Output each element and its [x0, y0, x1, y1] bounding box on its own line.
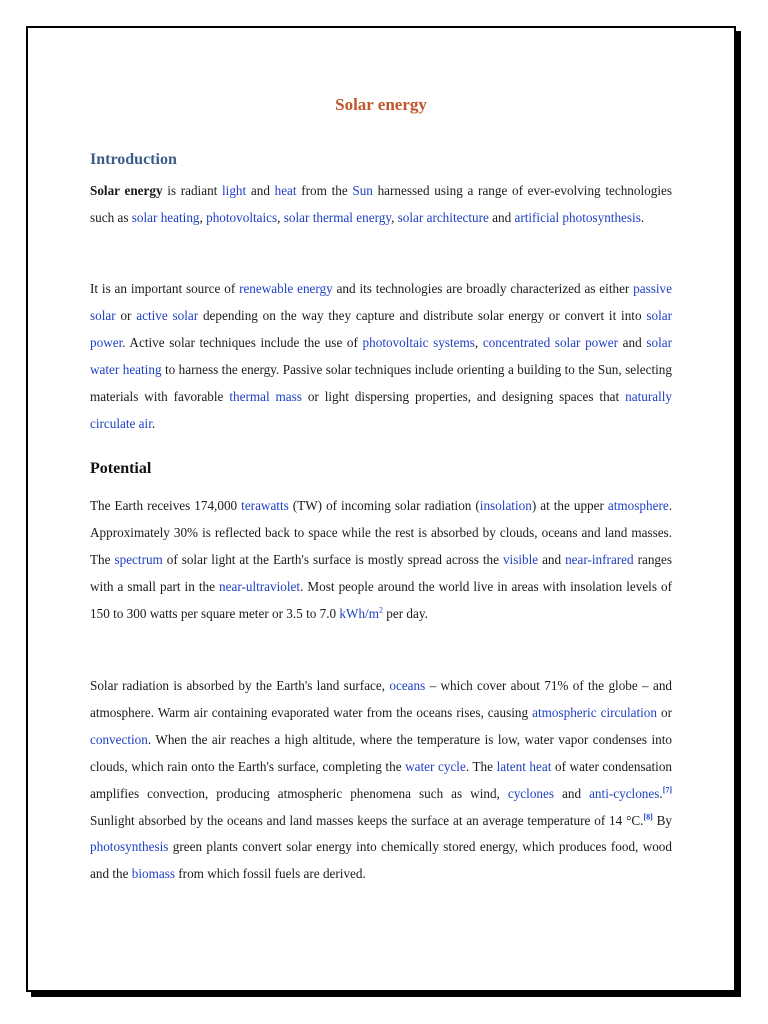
page-title: Solar energy	[335, 95, 427, 114]
link-solar-water-heating[interactable]: solar water heating	[90, 334, 672, 377]
link-naturally-circulate-air[interactable]: naturally circulate air	[90, 388, 672, 431]
paragraph-introduction	[90, 178, 672, 232]
text: . Most people around the world live in areas with insolation levels of 150 to 300 watts per square meter or 3.5 to 7.0	[90, 578, 672, 621]
text: ,	[391, 209, 398, 225]
superscript: 2	[378, 605, 383, 615]
text: . Active solar techniques include the use of	[122, 334, 363, 350]
link-photovoltaic-systems[interactable]: photovoltaic systems	[362, 334, 475, 350]
text: of solar light at the Earth's surface is mostly spread across the	[162, 551, 503, 567]
text: ranges with a small part in the	[90, 551, 673, 594]
link-convection[interactable]: convection	[90, 731, 148, 747]
link-terawatts[interactable]: terawatts	[241, 498, 289, 513]
text: or	[656, 704, 672, 720]
paragraph-radiation	[90, 673, 672, 888]
link-atmospheric-circulation[interactable]: atmospheric circulation	[532, 704, 657, 720]
text: ,	[199, 209, 207, 225]
link-photovoltaics[interactable]: photovoltaics	[206, 209, 278, 225]
text: Sunlight absorbed by the oceans and land masses keeps the surface at an average temperature of 14 °C.	[90, 812, 644, 828]
link-atmosphere[interactable]: atmosphere	[607, 498, 669, 513]
text: to harness the energy. Passive solar techniques include orienting a building to the Sun, selecting materials with favorable	[90, 361, 672, 404]
text: and	[554, 785, 590, 801]
text: or	[115, 307, 137, 323]
text: per day.	[382, 605, 428, 621]
text: ) at the upper	[531, 498, 608, 513]
link-solar-power[interactable]: solar power	[90, 307, 672, 350]
text: Solar radiation is absorbed by the Earth's land surface,	[90, 678, 390, 693]
text: of water condensation amplifies convection, producing atmospheric phenomena such as wind,	[90, 758, 673, 801]
link-anti-cyclones[interactable]: anti-cyclones	[589, 785, 660, 801]
text: By	[652, 812, 673, 828]
link-water-cycle[interactable]: water cycle	[405, 758, 466, 774]
text: harnessed using a range of ever-evolving technologies such as	[90, 183, 672, 225]
text: from the	[296, 183, 353, 198]
term-solar-energy: Solar energy	[90, 183, 163, 198]
link-solar-architecture[interactable]: solar architecture	[397, 209, 489, 225]
link-artificial-photosynthesis[interactable]: artificial photosynthesis	[514, 209, 641, 225]
heading-potential: Potential	[90, 460, 152, 477]
paragraph-renewable	[90, 276, 672, 437]
text: and	[618, 334, 647, 350]
link-thermal-mass[interactable]: thermal mass	[229, 388, 302, 404]
text: It is an important source of	[90, 281, 240, 296]
text: ,	[474, 334, 483, 350]
link-photosynthesis[interactable]: photosynthesis	[90, 839, 169, 855]
text: and	[538, 551, 566, 567]
text: from which fossil fuels are derived.	[174, 866, 366, 882]
text: (TW) of incoming solar radiation (	[288, 498, 480, 513]
link-renewable-energy[interactable]: renewable energy	[239, 281, 333, 296]
reference-7[interactable]: [7]	[662, 785, 673, 795]
text: .	[151, 415, 156, 431]
link-light[interactable]: light	[222, 183, 247, 198]
text: – which cover about 71% of the globe – and atmosphere. Warm air containing evaporated water from the oceans rises, causing	[90, 678, 673, 720]
text: The Earth receives 174,000	[90, 498, 242, 513]
link-concentrated-solar-power[interactable]: concentrated solar power	[482, 334, 619, 350]
heading-introduction: Introduction	[90, 151, 177, 168]
link-passive-solar[interactable]: passive solar	[90, 281, 672, 323]
text: .	[640, 209, 645, 225]
link-visible[interactable]: visible	[502, 551, 539, 567]
link-oceans[interactable]: oceans	[389, 678, 426, 693]
text: is radiant	[162, 183, 223, 198]
link-solar-heating[interactable]: solar heating	[131, 209, 200, 225]
link-active-solar[interactable]: active solar	[136, 307, 199, 323]
link-near-infrared[interactable]: near-infrared	[565, 551, 634, 567]
link-cyclones[interactable]: cyclones	[507, 785, 554, 801]
text: and	[488, 209, 515, 225]
text: .	[659, 785, 663, 801]
link-spectrum[interactable]: spectrum	[114, 551, 163, 567]
link-kwh-per-m2[interactable]	[339, 606, 383, 621]
text: or light dispersing properties, and designing spaces that	[301, 388, 626, 404]
text: depending on the way they capture and distribute solar energy or convert it into	[198, 307, 647, 323]
text: ,	[277, 209, 284, 225]
text: green plants convert solar energy into chemically stored energy, which produces food, wood and the	[90, 839, 672, 882]
link-biomass[interactable]: biomass	[131, 866, 175, 882]
text: and its technologies are broadly characterized as either	[332, 281, 634, 296]
link-heat[interactable]: heat	[274, 183, 297, 198]
text: . The	[465, 758, 497, 774]
reference-8[interactable]: [8]	[643, 812, 653, 822]
link-sun[interactable]: Sun	[352, 183, 373, 198]
link-solar-thermal-energy[interactable]: solar thermal energy	[283, 209, 392, 225]
link-near-ultraviolet[interactable]: near-ultraviolet	[219, 578, 301, 594]
text: . Approximately 30% is reflected back to space while the rest is absorbed by clouds, oceans and land masses. The	[90, 498, 672, 567]
link-latent-heat[interactable]: latent heat	[496, 758, 552, 774]
text: and	[246, 183, 275, 198]
text: kWh/m	[339, 605, 379, 621]
paragraph-potential	[90, 493, 672, 628]
link-insolation[interactable]: insolation	[479, 498, 532, 513]
text: . When the air reaches a high altitude, where the temperature is low, water vapor condenses into clouds, which rain onto the Earth's surface, completing the	[90, 731, 672, 774]
